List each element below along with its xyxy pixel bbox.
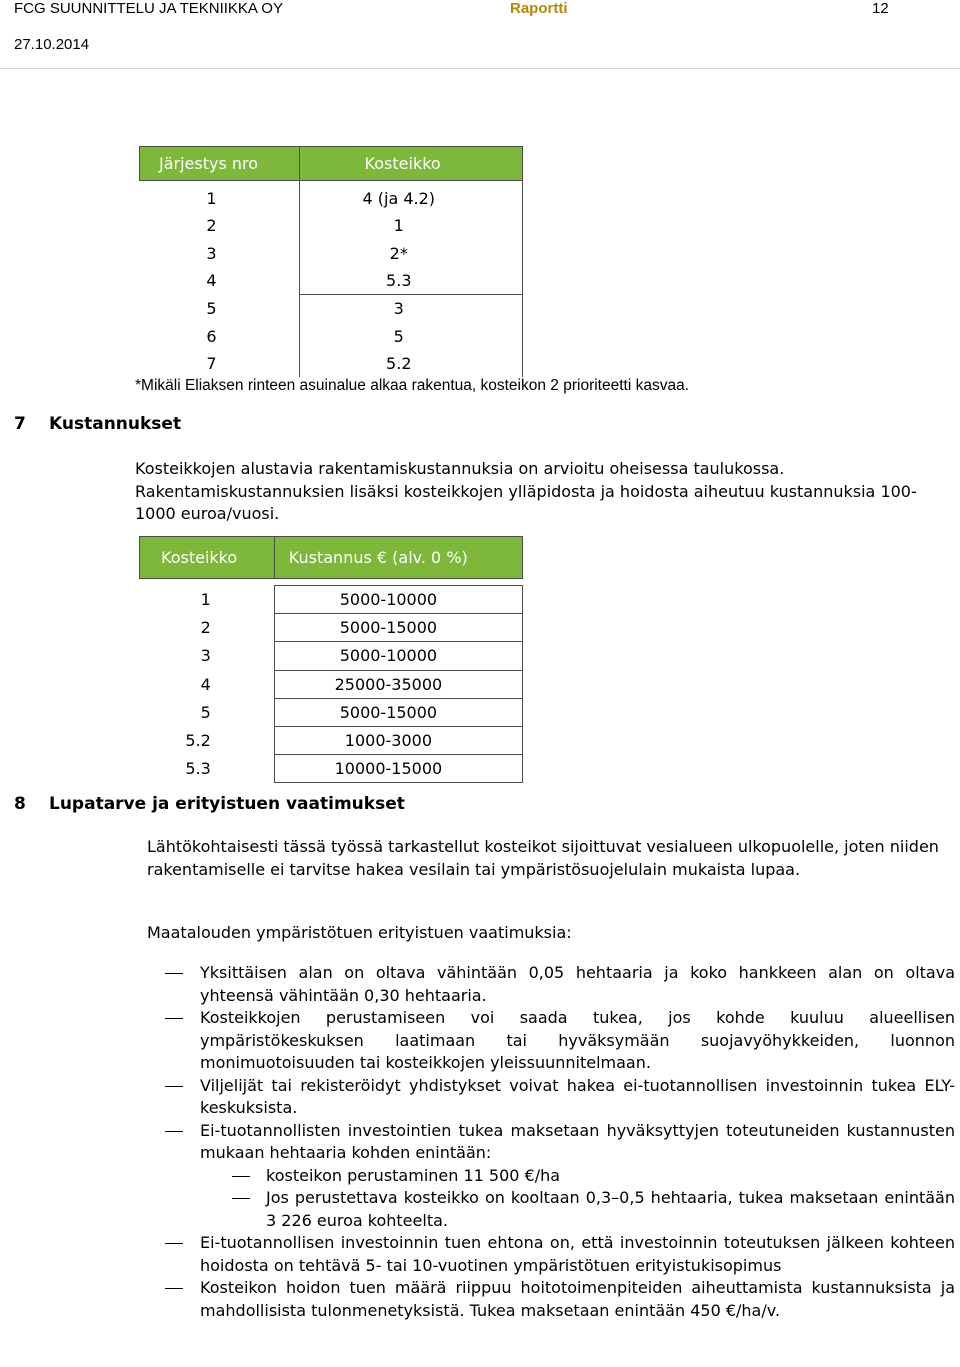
- cost-cell: 5000-15000: [274, 614, 522, 642]
- list-item-text: Ei-tuotannollisen investoinnin tuen ehtona on, että investoinnin toteutuksen jälkeen kohteen hoidosta on tehtävä 5- tai 10-vuotinen ympäristötuen erityistukisopimus: [200, 1233, 955, 1275]
- table-row: [140, 350, 523, 377]
- dash-bullet-icon: [165, 1131, 183, 1132]
- cost-cell: 25000-35000: [274, 670, 522, 698]
- list-item-text: Ei-tuotannollisten investointien tukea maksetaan hyväksyttyjen toteutuneiden kustannusten mukaan hehtaaria kohden enintään:: [200, 1120, 955, 1162]
- page-number: 12: [872, 0, 889, 17]
- section-paragraph: Kosteikkojen alustavia rakentamiskustannuksia on arvioitu oheisessa taulukossa. Rakentamiskustannuksien lisäksi kosteikkojen ylläpidosta ja hoidosta aiheutuu kustannuksia 100-1000 euroa/vuosi.: [135, 459, 917, 523]
- table-row: [140, 670, 523, 698]
- column-header: Järjestys nro: [140, 147, 300, 181]
- sub-list-item: [200, 1165, 955, 1188]
- list-item-text: kosteikon perustaminen 11 500 €/ha: [266, 1165, 561, 1185]
- list-item-text: Kosteikkojen perustamiseen voi saada tukea, jos kohde kuuluu alueellisen ympäristökeskuksen laatimaan tai hyväksymään suojavyöhykkeiden, luonnon monimuotoisuuden tai kosteikkojen yleissuunnitelmaan.: [200, 1008, 955, 1072]
- wetland-cell: 5.2: [185, 731, 211, 751]
- dash-bullet-icon: [165, 1288, 183, 1289]
- wetland-cell: 5: [200, 702, 211, 722]
- order-cell: 6: [206, 326, 217, 346]
- wetland-cell: 4 (ja 4.2): [299, 185, 522, 212]
- wetland-cell: 5.2: [299, 350, 522, 377]
- sub-list-item: [200, 1187, 955, 1232]
- table-row: [140, 267, 523, 295]
- wetland-cell: 3: [299, 295, 522, 323]
- column-header: Kosteikko: [140, 537, 275, 579]
- cost-cell: 5000-10000: [274, 586, 522, 614]
- section-number: 8: [14, 794, 26, 814]
- cost-cell: 5000-10000: [274, 642, 522, 670]
- table-row: [140, 614, 523, 642]
- document-date: 27.10.2014: [14, 36, 90, 53]
- list-item: [147, 1277, 955, 1322]
- table-row: [140, 698, 523, 726]
- list-item-text: Viljelijät tai rekisteröidyt yhdistykset voivat hakea ei-tuotannollisen investoinnin tukea ELY-keskuksista.: [200, 1075, 955, 1117]
- company-name: FCG SUUNNITTELU JA TEKNIIKKA OY: [14, 0, 283, 17]
- wetland-cell: 1: [299, 212, 522, 239]
- section-title: Lupatarve ja erityistuen vaatimukset: [49, 794, 405, 814]
- table-row: [140, 755, 523, 783]
- section-paragraph: Lähtökohtaisesti tässä työssä tarkastellut kosteikot sijoittuvat vesialueen ulkopuolelle, joten niiden rakentamiselle ei tarvitse hakea vesilain tai ympäristösuojelulain mukaista lupaa.: [147, 837, 939, 879]
- table-footnote: *Mikäli Eliaksen rinteen asuinalue alkaa rakentua, kosteikon 2 prioriteetti kasvaa.: [135, 377, 689, 394]
- order-cell: 3: [206, 243, 217, 263]
- table-row: [140, 642, 523, 670]
- table-row: [140, 322, 523, 349]
- wetland-cell: 2*: [299, 240, 522, 267]
- cost-cell: 1000-3000: [274, 726, 522, 754]
- dash-bullet-icon: [165, 1086, 183, 1087]
- list-item: [147, 1232, 955, 1277]
- column-header: Kustannus € (alv. 0 %): [274, 537, 522, 579]
- table-header-row: [140, 537, 523, 579]
- header-divider: [0, 68, 960, 69]
- section-number: 7: [14, 414, 26, 434]
- wetland-cell: 3: [200, 646, 211, 666]
- dash-bullet-icon: [165, 973, 183, 974]
- section-heading: [14, 794, 405, 814]
- order-cell: 4: [206, 271, 217, 291]
- priority-table: [139, 146, 523, 377]
- section-paragraph: Maatalouden ympäristötuen erityistuen vaatimuksia:: [147, 923, 572, 942]
- wetland-cell: 1: [200, 590, 211, 610]
- cost-table: [139, 536, 523, 783]
- order-cell: 2: [206, 216, 217, 236]
- dash-bullet-icon: [165, 1018, 183, 1019]
- list-item-text: Jos perustettava kosteikko on kooltaan 0,3–0,5 hehtaaria, tukea maksetaan enintään 3 226 euroa kohteelta.: [266, 1188, 955, 1230]
- dash-bullet-icon: [232, 1198, 250, 1199]
- document-type: Raportti: [510, 0, 568, 17]
- cost-cell: 5000-15000: [274, 698, 522, 726]
- wetland-cell: 5.3: [185, 759, 211, 779]
- list-item: [147, 1007, 955, 1075]
- list-item: [147, 1120, 955, 1233]
- wetland-cell: 5: [299, 322, 522, 349]
- list-item-text: Kosteikon hoidon tuen määrä riippuu hoitotoimenpiteiden aiheuttamista kustannuksista ja mahdollisista tulonmenetyksistä. Tukea maksetaan enintään 450 €/ha/v.: [200, 1278, 955, 1320]
- list-item-text: Yksittäisen alan on oltava vähintään 0,05 hehtaaria ja koko hankkeen alan on oltava yhteensä vähintään 0,30 hehtaaria.: [200, 963, 955, 1005]
- table-row: [140, 212, 523, 239]
- table-header-row: [140, 147, 523, 181]
- table-row: [140, 586, 523, 614]
- page-header: [14, 0, 944, 60]
- table-row: [140, 240, 523, 267]
- wetland-cell: 2: [200, 618, 211, 638]
- wetland-cell: 4: [200, 674, 211, 694]
- requirements-list: [147, 962, 955, 1322]
- table-row: [140, 726, 523, 754]
- dash-bullet-icon: [165, 1243, 183, 1244]
- section-heading: [14, 414, 181, 434]
- order-cell: 7: [206, 353, 217, 373]
- sub-requirements-list: [200, 1165, 955, 1233]
- order-cell: 1: [206, 189, 217, 209]
- list-item: [147, 962, 955, 1007]
- wetland-cell: 5.3: [299, 267, 522, 295]
- list-item: [147, 1075, 955, 1120]
- cost-cell: 10000-15000: [274, 755, 522, 783]
- dash-bullet-icon: [232, 1176, 250, 1177]
- section-title: Kustannukset: [49, 414, 182, 434]
- column-header: Kosteikko: [299, 147, 522, 181]
- order-cell: 5: [206, 299, 217, 319]
- table-row: [140, 185, 523, 212]
- table-row: [140, 295, 523, 323]
